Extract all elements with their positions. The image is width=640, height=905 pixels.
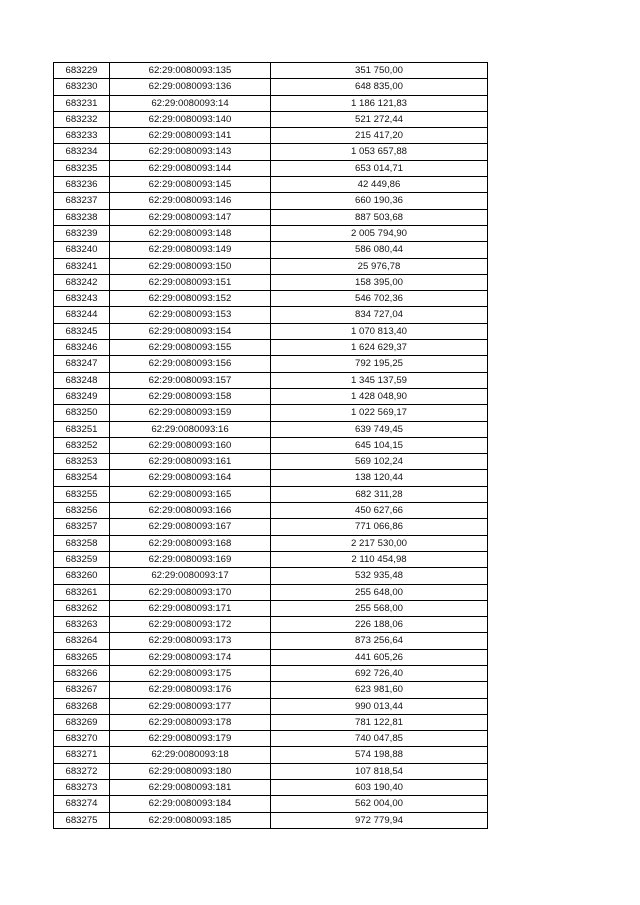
row-number-cell: 683252 bbox=[54, 437, 110, 453]
table-row bbox=[54, 177, 488, 193]
row-number-cell: 683241 bbox=[54, 258, 110, 274]
table-row bbox=[54, 698, 488, 714]
value-cell: 158 395,00 bbox=[271, 274, 488, 290]
row-number-cell: 683272 bbox=[54, 763, 110, 779]
table-row bbox=[54, 519, 488, 535]
value-cell: 972 779,94 bbox=[271, 812, 488, 828]
table-row bbox=[54, 372, 488, 388]
value-cell: 887 503,68 bbox=[271, 209, 488, 225]
row-number-cell: 683265 bbox=[54, 649, 110, 665]
cadastral-number-cell: 62:29:0080093:170 bbox=[110, 584, 271, 600]
table-row bbox=[54, 617, 488, 633]
cadastral-number-cell: 62:29:0080093:135 bbox=[110, 63, 271, 79]
table-row bbox=[54, 421, 488, 437]
value-cell: 623 981,60 bbox=[271, 682, 488, 698]
row-number-cell: 683250 bbox=[54, 405, 110, 421]
row-number-cell: 683242 bbox=[54, 274, 110, 290]
table-row bbox=[54, 535, 488, 551]
value-cell: 2 110 454,98 bbox=[271, 551, 488, 567]
cadastral-number-cell: 62:29:0080093:169 bbox=[110, 551, 271, 567]
row-number-cell: 683264 bbox=[54, 633, 110, 649]
row-number-cell: 683239 bbox=[54, 225, 110, 241]
cadastral-number-cell: 62:29:0080093:166 bbox=[110, 503, 271, 519]
cadastral-number-cell: 62:29:0080093:144 bbox=[110, 160, 271, 176]
value-cell: 351 750,00 bbox=[271, 63, 488, 79]
cadastral-number-cell: 62:29:0080093:172 bbox=[110, 617, 271, 633]
cadastral-number-cell: 62:29:0080093:148 bbox=[110, 225, 271, 241]
table-row bbox=[54, 747, 488, 763]
row-number-cell: 683243 bbox=[54, 291, 110, 307]
value-cell: 521 272,44 bbox=[271, 111, 488, 127]
table-row bbox=[54, 63, 488, 79]
table-row bbox=[54, 780, 488, 796]
row-number-cell: 683230 bbox=[54, 79, 110, 95]
table-row bbox=[54, 486, 488, 502]
cadastral-number-cell: 62:29:0080093:154 bbox=[110, 323, 271, 339]
cadastral-number-cell: 62:29:0080093:165 bbox=[110, 486, 271, 502]
row-number-cell: 683248 bbox=[54, 372, 110, 388]
table-row bbox=[54, 714, 488, 730]
value-cell: 873 256,64 bbox=[271, 633, 488, 649]
cadastral-number-cell: 62:29:0080093:151 bbox=[110, 274, 271, 290]
value-cell: 653 014,71 bbox=[271, 160, 488, 176]
value-cell: 569 102,24 bbox=[271, 454, 488, 470]
value-cell: 215 417,20 bbox=[271, 128, 488, 144]
cadastral-number-cell: 62:29:0080093:16 bbox=[110, 421, 271, 437]
table-row bbox=[54, 323, 488, 339]
table-row bbox=[54, 144, 488, 160]
row-number-cell: 683238 bbox=[54, 209, 110, 225]
cadastral-number-cell: 62:29:0080093:14 bbox=[110, 95, 271, 111]
value-cell: 2 217 530,00 bbox=[271, 535, 488, 551]
row-number-cell: 683260 bbox=[54, 568, 110, 584]
value-cell: 682 311,28 bbox=[271, 486, 488, 502]
table-row bbox=[54, 356, 488, 372]
row-number-cell: 683254 bbox=[54, 470, 110, 486]
cadastral-number-cell: 62:29:0080093:168 bbox=[110, 535, 271, 551]
table-row bbox=[54, 633, 488, 649]
value-cell: 990 013,44 bbox=[271, 698, 488, 714]
value-cell: 441 605,26 bbox=[271, 649, 488, 665]
value-cell: 138 120,44 bbox=[271, 470, 488, 486]
cadastral-number-cell: 62:29:0080093:146 bbox=[110, 193, 271, 209]
table-row bbox=[54, 470, 488, 486]
cadastral-number-cell: 62:29:0080093:152 bbox=[110, 291, 271, 307]
row-number-cell: 683255 bbox=[54, 486, 110, 502]
value-cell: 1 053 657,88 bbox=[271, 144, 488, 160]
table-row bbox=[54, 503, 488, 519]
table-row bbox=[54, 665, 488, 681]
table-row bbox=[54, 649, 488, 665]
cadastral-number-cell: 62:29:0080093:184 bbox=[110, 796, 271, 812]
table-row bbox=[54, 551, 488, 567]
row-number-cell: 683235 bbox=[54, 160, 110, 176]
table-row bbox=[54, 274, 488, 290]
cadastral-number-cell: 62:29:0080093:181 bbox=[110, 780, 271, 796]
value-cell: 692 726,40 bbox=[271, 665, 488, 681]
row-number-cell: 683236 bbox=[54, 177, 110, 193]
table-row bbox=[54, 796, 488, 812]
row-number-cell: 683251 bbox=[54, 421, 110, 437]
row-number-cell: 683266 bbox=[54, 665, 110, 681]
cadastral-number-cell: 62:29:0080093:167 bbox=[110, 519, 271, 535]
value-cell: 648 835,00 bbox=[271, 79, 488, 95]
cadastral-number-cell: 62:29:0080093:150 bbox=[110, 258, 271, 274]
cadastral-number-cell: 62:29:0080093:18 bbox=[110, 747, 271, 763]
table-row bbox=[54, 111, 488, 127]
row-number-cell: 683257 bbox=[54, 519, 110, 535]
value-cell: 1 022 569,17 bbox=[271, 405, 488, 421]
value-cell: 25 976,78 bbox=[271, 258, 488, 274]
value-cell: 645 104,15 bbox=[271, 437, 488, 453]
cadastral-number-cell: 62:29:0080093:149 bbox=[110, 242, 271, 258]
cadastral-number-cell: 62:29:0080093:160 bbox=[110, 437, 271, 453]
table-body bbox=[54, 63, 488, 829]
cadastral-number-cell: 62:29:0080093:171 bbox=[110, 600, 271, 616]
value-cell: 1 624 629,37 bbox=[271, 340, 488, 356]
row-number-cell: 683244 bbox=[54, 307, 110, 323]
value-cell: 603 190,40 bbox=[271, 780, 488, 796]
row-number-cell: 683269 bbox=[54, 714, 110, 730]
cadastral-number-cell: 62:29:0080093:155 bbox=[110, 340, 271, 356]
table-row bbox=[54, 600, 488, 616]
value-cell: 1 345 137,59 bbox=[271, 372, 488, 388]
value-cell: 1 186 121,83 bbox=[271, 95, 488, 111]
table-row bbox=[54, 291, 488, 307]
value-cell: 771 066,86 bbox=[271, 519, 488, 535]
row-number-cell: 683274 bbox=[54, 796, 110, 812]
row-number-cell: 683261 bbox=[54, 584, 110, 600]
row-number-cell: 683256 bbox=[54, 503, 110, 519]
cadastral-number-cell: 62:29:0080093:164 bbox=[110, 470, 271, 486]
value-cell: 562 004,00 bbox=[271, 796, 488, 812]
row-number-cell: 683275 bbox=[54, 812, 110, 828]
table-row bbox=[54, 388, 488, 404]
row-number-cell: 683268 bbox=[54, 698, 110, 714]
row-number-cell: 683267 bbox=[54, 682, 110, 698]
value-cell: 546 702,36 bbox=[271, 291, 488, 307]
cadastral-number-cell: 62:29:0080093:147 bbox=[110, 209, 271, 225]
table-row bbox=[54, 242, 488, 258]
cadastral-number-cell: 62:29:0080093:17 bbox=[110, 568, 271, 584]
cadastral-number-cell: 62:29:0080093:180 bbox=[110, 763, 271, 779]
row-number-cell: 683271 bbox=[54, 747, 110, 763]
table-row bbox=[54, 454, 488, 470]
row-number-cell: 683232 bbox=[54, 111, 110, 127]
value-cell: 586 080,44 bbox=[271, 242, 488, 258]
row-number-cell: 683249 bbox=[54, 388, 110, 404]
value-cell: 574 198,88 bbox=[271, 747, 488, 763]
table-row bbox=[54, 160, 488, 176]
row-number-cell: 683247 bbox=[54, 356, 110, 372]
table-row bbox=[54, 95, 488, 111]
cadastral-number-cell: 62:29:0080093:156 bbox=[110, 356, 271, 372]
cadastral-number-cell: 62:29:0080093:185 bbox=[110, 812, 271, 828]
cadastral-number-cell: 62:29:0080093:176 bbox=[110, 682, 271, 698]
row-number-cell: 683231 bbox=[54, 95, 110, 111]
table-row bbox=[54, 128, 488, 144]
value-cell: 639 749,45 bbox=[271, 421, 488, 437]
row-number-cell: 683246 bbox=[54, 340, 110, 356]
row-number-cell: 683259 bbox=[54, 551, 110, 567]
value-cell: 834 727,04 bbox=[271, 307, 488, 323]
value-cell: 781 122,81 bbox=[271, 714, 488, 730]
cadastral-number-cell: 62:29:0080093:158 bbox=[110, 388, 271, 404]
cadastral-value-table bbox=[53, 62, 488, 829]
table-row bbox=[54, 731, 488, 747]
table-row bbox=[54, 763, 488, 779]
value-cell: 792 195,25 bbox=[271, 356, 488, 372]
row-number-cell: 683270 bbox=[54, 731, 110, 747]
row-number-cell: 683262 bbox=[54, 600, 110, 616]
value-cell: 1 428 048,90 bbox=[271, 388, 488, 404]
table-row bbox=[54, 340, 488, 356]
cadastral-number-cell: 62:29:0080093:136 bbox=[110, 79, 271, 95]
cadastral-number-cell: 62:29:0080093:174 bbox=[110, 649, 271, 665]
table-row bbox=[54, 584, 488, 600]
row-number-cell: 683253 bbox=[54, 454, 110, 470]
value-cell: 1 070 813,40 bbox=[271, 323, 488, 339]
cadastral-number-cell: 62:29:0080093:173 bbox=[110, 633, 271, 649]
value-cell: 226 188,06 bbox=[271, 617, 488, 633]
cadastral-number-cell: 62:29:0080093:145 bbox=[110, 177, 271, 193]
table-row bbox=[54, 307, 488, 323]
value-cell: 255 568,00 bbox=[271, 600, 488, 616]
row-number-cell: 683229 bbox=[54, 63, 110, 79]
table-row bbox=[54, 437, 488, 453]
cadastral-number-cell: 62:29:0080093:141 bbox=[110, 128, 271, 144]
row-number-cell: 683237 bbox=[54, 193, 110, 209]
table-row bbox=[54, 568, 488, 584]
cadastral-number-cell: 62:29:0080093:157 bbox=[110, 372, 271, 388]
value-cell: 740 047,85 bbox=[271, 731, 488, 747]
table-row bbox=[54, 193, 488, 209]
cadastral-number-cell: 62:29:0080093:177 bbox=[110, 698, 271, 714]
table-row bbox=[54, 405, 488, 421]
value-cell: 42 449,86 bbox=[271, 177, 488, 193]
row-number-cell: 683240 bbox=[54, 242, 110, 258]
cadastral-number-cell: 62:29:0080093:179 bbox=[110, 731, 271, 747]
row-number-cell: 683258 bbox=[54, 535, 110, 551]
table-row bbox=[54, 225, 488, 241]
cadastral-number-cell: 62:29:0080093:143 bbox=[110, 144, 271, 160]
value-cell: 532 935,48 bbox=[271, 568, 488, 584]
value-cell: 660 190,36 bbox=[271, 193, 488, 209]
cadastral-number-cell: 62:29:0080093:175 bbox=[110, 665, 271, 681]
value-cell: 450 627,66 bbox=[271, 503, 488, 519]
table-row bbox=[54, 79, 488, 95]
cadastral-number-cell: 62:29:0080093:159 bbox=[110, 405, 271, 421]
row-number-cell: 683233 bbox=[54, 128, 110, 144]
row-number-cell: 683234 bbox=[54, 144, 110, 160]
table-row bbox=[54, 258, 488, 274]
table-row bbox=[54, 812, 488, 828]
table-row bbox=[54, 209, 488, 225]
row-number-cell: 683273 bbox=[54, 780, 110, 796]
value-cell: 107 818,54 bbox=[271, 763, 488, 779]
cadastral-number-cell: 62:29:0080093:140 bbox=[110, 111, 271, 127]
table-row bbox=[54, 682, 488, 698]
cadastral-number-cell: 62:29:0080093:178 bbox=[110, 714, 271, 730]
row-number-cell: 683263 bbox=[54, 617, 110, 633]
cadastral-number-cell: 62:29:0080093:161 bbox=[110, 454, 271, 470]
row-number-cell: 683245 bbox=[54, 323, 110, 339]
value-cell: 255 648,00 bbox=[271, 584, 488, 600]
cadastral-number-cell: 62:29:0080093:153 bbox=[110, 307, 271, 323]
value-cell: 2 005 794,90 bbox=[271, 225, 488, 241]
